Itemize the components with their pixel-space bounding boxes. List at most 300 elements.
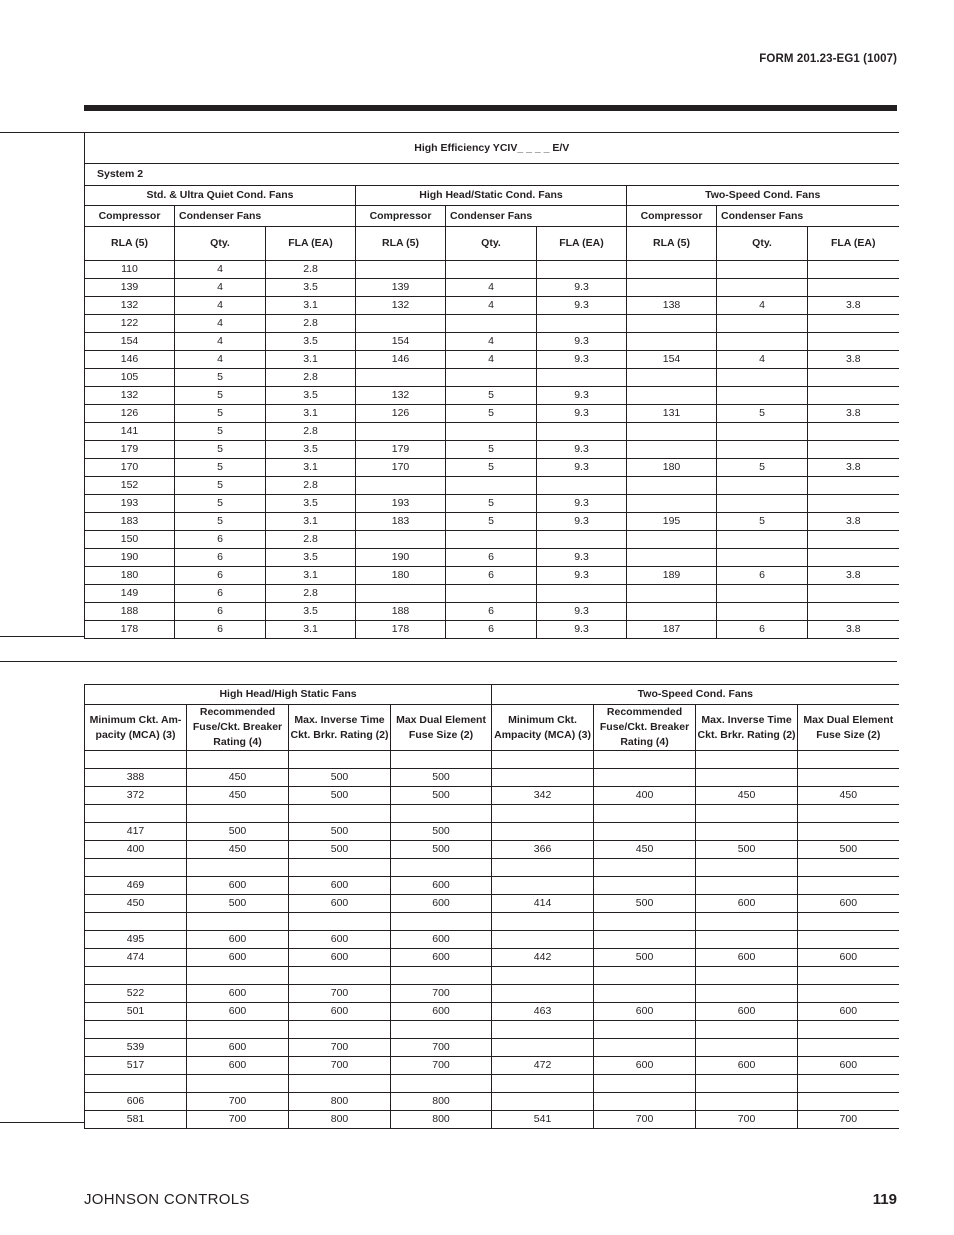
table-cell: 154 (85, 333, 175, 351)
table-cell (627, 477, 717, 495)
table-cell (808, 549, 899, 567)
header-rule (84, 105, 897, 111)
table-cell (808, 261, 899, 279)
table-cell (627, 603, 717, 621)
table-row (85, 1093, 899, 1111)
table-cell (356, 423, 446, 441)
column-header: RLA (5) (356, 227, 446, 261)
table-cell (808, 333, 899, 351)
table-cell (391, 859, 492, 877)
table-cell: 3.1 (266, 621, 356, 639)
table-cell (391, 1075, 492, 1093)
table-cell: 495 (85, 931, 187, 949)
table-cell (627, 279, 717, 297)
table-cell (696, 913, 798, 931)
table-cell: 600 (391, 1003, 492, 1021)
compressor-label: Compressor (627, 206, 717, 227)
table-row (85, 1039, 899, 1057)
table-cell: 138 (627, 297, 717, 315)
table-cell: 5 (446, 441, 537, 459)
table-cell: 600 (798, 895, 899, 913)
table-cell (627, 549, 717, 567)
table-cell: 600 (187, 1057, 289, 1075)
table-cell (717, 261, 808, 279)
table-cell: 4 (717, 297, 808, 315)
table-cell: 183 (85, 513, 175, 531)
table-cell (289, 967, 391, 985)
table-cell: 3.1 (266, 351, 356, 369)
table-cell: 5 (175, 387, 266, 405)
table-cell (289, 805, 391, 823)
table-cell: 3.5 (266, 333, 356, 351)
table-cell (594, 1093, 696, 1111)
table-cell (356, 369, 446, 387)
table-cell (696, 967, 798, 985)
table-cell: 600 (289, 949, 391, 967)
margin-rule (0, 636, 84, 637)
table-cell: 517 (85, 1057, 187, 1075)
table-cell: 600 (187, 931, 289, 949)
table-cell: 6 (175, 549, 266, 567)
group-header-high-head-fans: High Head/High Static Fans (85, 685, 492, 705)
table-cell (798, 859, 899, 877)
table-row (85, 769, 899, 787)
table-cell: 522 (85, 985, 187, 1003)
table-cell: 450 (85, 895, 187, 913)
table-cell (187, 913, 289, 931)
column-header: FLA (EA) (266, 227, 356, 261)
column-header: Max Dual Element Fuse Size (2) (798, 705, 899, 751)
table-cell: 4 (175, 351, 266, 369)
table-cell: 5 (175, 405, 266, 423)
table-cell: 450 (594, 841, 696, 859)
table-cell (492, 931, 594, 949)
table-cell: 3.5 (266, 387, 356, 405)
table-cell (537, 477, 627, 495)
table-cell: 450 (187, 769, 289, 787)
table-cell: 3.1 (266, 459, 356, 477)
table-cell: 5 (446, 459, 537, 477)
table-row (85, 567, 899, 585)
table-cell (537, 531, 627, 549)
table-cell (627, 369, 717, 387)
table-cell (594, 751, 696, 769)
table-cell: 131 (627, 405, 717, 423)
table-cell (289, 1021, 391, 1039)
table-cell (627, 261, 717, 279)
table-cell (594, 913, 696, 931)
table-cell (627, 423, 717, 441)
table-cell: 193 (85, 495, 175, 513)
section-divider (0, 661, 897, 662)
table-cell (289, 859, 391, 877)
column-header: Max Dual Element Fuse Size (2) (391, 705, 492, 751)
table-cell: 600 (289, 877, 391, 895)
table-cell: 105 (85, 369, 175, 387)
table-cell: 5 (446, 387, 537, 405)
table-row (85, 351, 899, 369)
table-cell (627, 531, 717, 549)
system-label: System 2 (85, 164, 899, 186)
table-cell: 6 (175, 621, 266, 639)
table-row (85, 459, 899, 477)
table-cell: 600 (187, 1003, 289, 1021)
table-cell (492, 823, 594, 841)
table-cell: 3.8 (808, 513, 899, 531)
table-cell: 414 (492, 895, 594, 913)
table-cell: 180 (627, 459, 717, 477)
table-cell: 6 (175, 603, 266, 621)
table-cell: 3.5 (266, 495, 356, 513)
table-cell: 3.8 (808, 459, 899, 477)
table-cell: 149 (85, 585, 175, 603)
table-cell: 3.8 (808, 351, 899, 369)
table-cell: 4 (446, 297, 537, 315)
column-header: Qty. (446, 227, 537, 261)
table-cell: 180 (85, 567, 175, 585)
table-cell: 600 (289, 931, 391, 949)
table-row (85, 1057, 899, 1075)
table-cell (85, 805, 187, 823)
table-cell (717, 441, 808, 459)
table-row (85, 387, 899, 405)
table-cell (798, 805, 899, 823)
table-cell (798, 769, 899, 787)
table-cell (808, 531, 899, 549)
table-cell: 6 (446, 567, 537, 585)
table-cell: 9.3 (537, 621, 627, 639)
table-cell: 600 (594, 1003, 696, 1021)
table-cell: 500 (391, 769, 492, 787)
table-cell: 9.3 (537, 513, 627, 531)
table-cell: 6 (175, 567, 266, 585)
table-cell: 2.8 (266, 261, 356, 279)
table-cell: 500 (594, 895, 696, 913)
table-cell: 2.8 (266, 477, 356, 495)
table-row (85, 513, 899, 531)
table-cell: 600 (798, 949, 899, 967)
table-cell (627, 585, 717, 603)
table-cell: 132 (85, 297, 175, 315)
table-cell (798, 751, 899, 769)
table-cell: 600 (391, 949, 492, 967)
table-cell: 6 (446, 621, 537, 639)
table-cell: 190 (85, 549, 175, 567)
table-cell: 9.3 (537, 387, 627, 405)
table-cell: 700 (289, 1057, 391, 1075)
table-row (85, 859, 899, 877)
table-cell (627, 387, 717, 405)
table-cell: 9.3 (537, 495, 627, 513)
table-cell: 500 (289, 787, 391, 805)
table-cell (798, 877, 899, 895)
table-cell (289, 751, 391, 769)
table-cell: 4 (446, 351, 537, 369)
table-cell: 5 (717, 459, 808, 477)
column-header: FLA (EA) (808, 227, 899, 261)
table-cell: 472 (492, 1057, 594, 1075)
table-cell: 126 (356, 405, 446, 423)
condenser-fans-label: Condenser Fans (175, 206, 356, 227)
table-cell: 170 (85, 459, 175, 477)
table-cell (492, 1021, 594, 1039)
table-cell: 600 (391, 931, 492, 949)
table-cell: 700 (289, 985, 391, 1003)
table-cell: 5 (175, 459, 266, 477)
table-cell: 170 (356, 459, 446, 477)
margin-rule (0, 1122, 84, 1123)
table-row (85, 369, 899, 387)
table-cell (627, 315, 717, 333)
table-cell: 500 (289, 823, 391, 841)
table-cell: 5 (175, 477, 266, 495)
table-cell (594, 1075, 696, 1093)
table-cell (627, 441, 717, 459)
table-cell (808, 423, 899, 441)
table-cell: 5 (717, 513, 808, 531)
table-cell: 2.8 (266, 585, 356, 603)
table-cell: 600 (391, 877, 492, 895)
table-cell (627, 333, 717, 351)
table-cell: 600 (798, 1003, 899, 1021)
table-row (85, 1021, 899, 1039)
table-cell: 5 (446, 405, 537, 423)
table-cell (356, 261, 446, 279)
table-cell (85, 1075, 187, 1093)
table-cell (492, 1093, 594, 1111)
table-cell: 600 (696, 1057, 798, 1075)
table-cell: 146 (85, 351, 175, 369)
table-row (85, 315, 899, 333)
table-row (85, 495, 899, 513)
table-cell (798, 985, 899, 1003)
table-cell: 417 (85, 823, 187, 841)
table-cell: 195 (627, 513, 717, 531)
table-row (85, 423, 899, 441)
table-cell (537, 315, 627, 333)
table-cell (717, 477, 808, 495)
table-cell: 700 (289, 1039, 391, 1057)
table-row (85, 603, 899, 621)
table-cell: 3.5 (266, 603, 356, 621)
table-cell (537, 423, 627, 441)
table-cell: 110 (85, 261, 175, 279)
table-cell: 463 (492, 1003, 594, 1021)
table-cell: 6 (175, 585, 266, 603)
table-cell (717, 603, 808, 621)
table-cell (798, 931, 899, 949)
column-header: RLA (5) (627, 227, 717, 261)
table-row (85, 297, 899, 315)
group-header-two-speed-fans: Two-Speed Cond. Fans (492, 685, 899, 705)
table-cell: 600 (187, 877, 289, 895)
table-row (85, 333, 899, 351)
table-cell (391, 751, 492, 769)
compressor-label: Compressor (85, 206, 175, 227)
table-cell: 600 (187, 985, 289, 1003)
margin-rule (0, 132, 84, 133)
table-cell (798, 967, 899, 985)
table-cell: 3.1 (266, 405, 356, 423)
table-cell (187, 1021, 289, 1039)
table-cell: 139 (356, 279, 446, 297)
table-cell: 190 (356, 549, 446, 567)
table-row (85, 585, 899, 603)
table-cell (808, 315, 899, 333)
table-cell: 2.8 (266, 315, 356, 333)
table-cell (85, 859, 187, 877)
table-cell: 400 (85, 841, 187, 859)
table-cell: 500 (289, 769, 391, 787)
table-cell (85, 751, 187, 769)
table-cell (187, 805, 289, 823)
table-cell: 450 (696, 787, 798, 805)
table-cell: 179 (356, 441, 446, 459)
compressor-label: Compressor (356, 206, 446, 227)
table-cell: 700 (187, 1093, 289, 1111)
table-cell (717, 549, 808, 567)
table-cell (696, 805, 798, 823)
table-cell: 4 (175, 261, 266, 279)
table-cell: 187 (627, 621, 717, 639)
table-cell (808, 495, 899, 513)
table-row (85, 621, 899, 639)
table-cell: 132 (356, 387, 446, 405)
table-row (85, 967, 899, 985)
table-cell: 4 (446, 333, 537, 351)
table-cell: 500 (187, 895, 289, 913)
table-cell (696, 1021, 798, 1039)
mca-fuse-rating-table (84, 684, 899, 1129)
table-cell: 3.8 (808, 567, 899, 585)
table-cell (798, 823, 899, 841)
table-cell: 9.3 (537, 459, 627, 477)
table-cell: 600 (594, 1057, 696, 1075)
table-cell (696, 859, 798, 877)
table-cell (446, 315, 537, 333)
table-cell: 126 (85, 405, 175, 423)
table-row (85, 549, 899, 567)
table-cell: 9.3 (537, 333, 627, 351)
table-cell: 178 (85, 621, 175, 639)
table-row (85, 1075, 899, 1093)
table-cell: 450 (187, 787, 289, 805)
table-cell (798, 1093, 899, 1111)
table-cell: 150 (85, 531, 175, 549)
table-cell (492, 1075, 594, 1093)
table-row (85, 895, 899, 913)
table-cell: 500 (289, 841, 391, 859)
table-cell (594, 931, 696, 949)
table-cell: 400 (594, 787, 696, 805)
table-cell: 5 (446, 513, 537, 531)
table-cell: 3.5 (266, 279, 356, 297)
table-cell (717, 369, 808, 387)
condenser-fans-label: Condenser Fans (446, 206, 627, 227)
table-cell: 183 (356, 513, 446, 531)
table-cell (696, 931, 798, 949)
table-cell: 700 (594, 1111, 696, 1129)
table-cell (808, 387, 899, 405)
table-row (85, 931, 899, 949)
table-cell (356, 315, 446, 333)
table-row (85, 477, 899, 495)
table-cell (696, 1093, 798, 1111)
table-cell (717, 531, 808, 549)
table-cell (717, 387, 808, 405)
table-cell (391, 913, 492, 931)
table-cell: 132 (356, 297, 446, 315)
column-header: Qty. (717, 227, 808, 261)
table-cell (446, 261, 537, 279)
table-cell (289, 1075, 391, 1093)
table-cell: 188 (85, 603, 175, 621)
form-id: FORM 201.23-EG1 (1007) (759, 53, 897, 65)
table-cell (594, 877, 696, 895)
table-cell (187, 1075, 289, 1093)
table-cell (356, 585, 446, 603)
table-cell: 4 (446, 279, 537, 297)
table-cell: 132 (85, 387, 175, 405)
table-cell (85, 1021, 187, 1039)
table-row (85, 1003, 899, 1021)
table-cell: 9.3 (537, 351, 627, 369)
table-cell (696, 823, 798, 841)
table-cell: 474 (85, 949, 187, 967)
column-header: Recommended Fuse/Ckt. Breaker Rating (4) (187, 705, 289, 751)
table-cell (798, 913, 899, 931)
table-cell: 501 (85, 1003, 187, 1021)
table-cell (446, 477, 537, 495)
table-cell (696, 751, 798, 769)
table-cell: 600 (696, 895, 798, 913)
table-cell: 4 (175, 297, 266, 315)
table-cell (717, 585, 808, 603)
table-cell (85, 913, 187, 931)
table-cell: 9.3 (537, 549, 627, 567)
table-cell: 6 (717, 621, 808, 639)
table-cell: 500 (391, 841, 492, 859)
group-header-high-head-fans: High Head/Static Cond. Fans (356, 186, 627, 206)
table-cell: 700 (696, 1111, 798, 1129)
table-cell (492, 859, 594, 877)
table-cell: 152 (85, 477, 175, 495)
table-cell (696, 1039, 798, 1057)
table-row (85, 279, 899, 297)
table-cell: 193 (356, 495, 446, 513)
table-cell: 3.1 (266, 297, 356, 315)
table-cell: 469 (85, 877, 187, 895)
table-cell (696, 985, 798, 1003)
table-cell (594, 769, 696, 787)
table-cell: 6 (175, 531, 266, 549)
table-cell: 5 (175, 441, 266, 459)
table-cell (391, 805, 492, 823)
table-cell: 180 (356, 567, 446, 585)
table-cell: 6 (717, 567, 808, 585)
table-cell (717, 279, 808, 297)
table-cell (446, 369, 537, 387)
system2-electrical-table (84, 132, 899, 639)
column-header: Max. Inverse Time Ckt. Brkr. Rating (2) (696, 705, 798, 751)
table-cell: 188 (356, 603, 446, 621)
column-header: RLA (5) (85, 227, 175, 261)
table-cell: 4 (175, 333, 266, 351)
table-cell (696, 1075, 798, 1093)
table-cell (492, 769, 594, 787)
column-header: FLA (EA) (537, 227, 627, 261)
table-cell: 3.1 (266, 567, 356, 585)
